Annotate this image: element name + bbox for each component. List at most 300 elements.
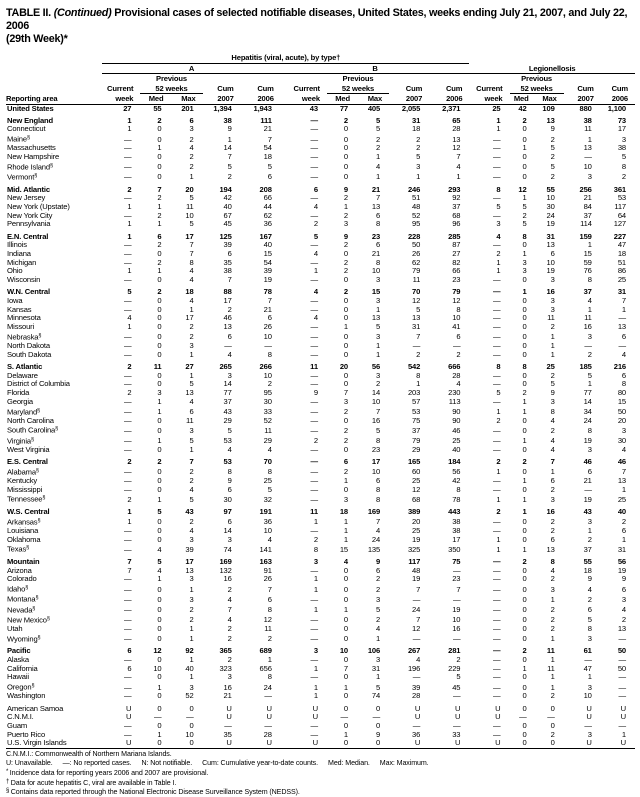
value-cell: 92 [452, 193, 461, 203]
value-cell: 14 [583, 396, 592, 406]
value-cell: 38 [223, 115, 232, 125]
value-cell: 2 [127, 184, 132, 194]
value-cell: 6 [621, 525, 626, 535]
value-cell: 0 [522, 240, 527, 250]
value-cell: 18 [583, 565, 592, 575]
value-cell: 5 [496, 202, 501, 212]
value-cell: 1 [550, 682, 555, 692]
reporting-area-cell: Mississippi [7, 484, 43, 494]
value-cell: 2 [550, 152, 555, 162]
previous-label-b: Previous [342, 74, 374, 83]
value-cell: 1 [587, 379, 592, 389]
value-cell: 25 [617, 494, 626, 504]
table-row [6, 739, 635, 748]
value-cell: 8 [376, 494, 381, 504]
value-cell: 10 [546, 257, 555, 267]
value-cell: 3 [343, 396, 348, 406]
reporting-area-cell: Illinois [7, 240, 27, 250]
value-cell: 23 [452, 275, 461, 285]
value-cell: 68 [452, 210, 461, 220]
value-cell: 8 [227, 467, 232, 477]
value-cell: U [495, 703, 501, 713]
value-cell: 0 [522, 162, 527, 172]
value-cell: 12 [153, 646, 162, 656]
value-cell: 0 [550, 721, 555, 730]
value-cell: 10 [263, 332, 272, 342]
title-week: (29th Week)* [6, 33, 68, 45]
value-cell: 285 [448, 231, 461, 241]
value-cell: 0 [157, 296, 162, 306]
value-cell: 0 [522, 623, 527, 633]
value-cell: 53 [412, 407, 421, 416]
table-row [6, 212, 635, 221]
value-cell: — [123, 370, 132, 380]
value-cell: 10 [371, 266, 381, 276]
value-cell: 87 [452, 240, 461, 250]
value-cell: — [493, 584, 501, 594]
reporting-area-cell: Alabama§ [7, 467, 39, 477]
value-cell: 4 [267, 444, 272, 454]
value-cell: 0 [522, 574, 527, 584]
value-cell: 293 [448, 184, 461, 194]
value-cell: 0 [522, 534, 527, 544]
value-cell: — [310, 444, 318, 454]
value-cell: 0 [343, 634, 348, 644]
value-cell: 5 [189, 494, 194, 504]
current-header-b: Current [293, 84, 320, 93]
value-cell: 3 [376, 594, 381, 604]
value-cell: 6 [157, 231, 162, 241]
value-cell: 6 [227, 332, 232, 342]
value-cell: — [493, 444, 501, 454]
value-cell: — [123, 396, 132, 406]
value-cell: 4 [550, 436, 555, 446]
table-row [6, 425, 635, 435]
table-row [6, 306, 635, 315]
value-cell: — [493, 436, 501, 446]
value-cell: — [310, 275, 318, 285]
value-cell: 0 [157, 672, 162, 682]
value-cell: 0 [343, 349, 348, 359]
value-cell: 169 [367, 507, 381, 517]
value-cell: 0 [343, 672, 348, 682]
value-cell: 43 [185, 507, 194, 517]
value-cell: 3 [550, 296, 555, 306]
value-cell: 111 [260, 115, 272, 125]
value-cell: 1 [522, 407, 527, 416]
value-cell: 265 [219, 361, 232, 371]
value-cell: 30 [546, 202, 555, 212]
value-cell: — [584, 152, 592, 162]
value-cell: 13 [371, 202, 381, 212]
value-cell: — [123, 475, 132, 485]
value-cell: 2 [376, 379, 381, 389]
value-cell: 0 [157, 370, 162, 380]
value-cell: 0 [522, 152, 527, 162]
value-cell: 0 [157, 634, 162, 644]
value-cell: 77 [223, 388, 232, 398]
value-cell: 50 [412, 240, 421, 250]
value-cell: — [123, 304, 132, 314]
value-cell: 12 [412, 296, 421, 306]
value-cell: 25 [617, 275, 626, 285]
value-cell: 78 [452, 494, 461, 504]
value-cell: 0 [522, 634, 527, 644]
footnote-hepc: † Data for acute hepatitis C, viral are available in Table I. [6, 778, 177, 787]
value-cell: 37 [583, 287, 592, 297]
value-cell: 0 [157, 275, 162, 285]
previous-label-l: Previous [521, 74, 553, 83]
med-header-b: Med [327, 94, 357, 105]
notifiable-diseases-table [6, 53, 635, 749]
table-row [6, 182, 635, 194]
value-cell: — [412, 594, 421, 604]
value-cell: 6 [227, 249, 232, 259]
value-cell: 5 [522, 202, 527, 212]
value-cell: 5 [587, 370, 592, 380]
table-row [6, 314, 635, 323]
value-cell: 6 [376, 210, 381, 220]
value-cell: 880 [579, 103, 592, 113]
reporting-area-cell: Kansas [7, 304, 32, 314]
value-cell: — [310, 457, 318, 467]
value-cell: 13 [223, 322, 232, 332]
value-cell: 8 [587, 623, 592, 633]
reporting-area-cell: Texas§ [7, 544, 30, 554]
value-cell: 5 [313, 231, 318, 241]
value-cell: 62 [263, 210, 272, 220]
value-cell: 67 [223, 210, 232, 220]
value-cell: — [123, 379, 132, 389]
value-cell: 3 [227, 672, 232, 682]
value-cell: — [123, 584, 132, 594]
value-cell: 60 [412, 467, 421, 477]
med-header-l: Med [510, 94, 536, 105]
value-cell: — [123, 193, 132, 203]
value-cell: 0 [522, 349, 527, 359]
header-spacer [469, 53, 635, 63]
value-cell: 33 [452, 729, 461, 739]
value-cell: 0 [157, 605, 162, 615]
value-cell: 1 [157, 407, 162, 416]
value-cell: — [123, 655, 132, 665]
value-cell: 9 [550, 124, 555, 134]
value-cell: 8 [376, 484, 381, 494]
value-cell: 0 [522, 134, 527, 144]
legend-item: N: Not notifiable. [141, 758, 193, 767]
value-cell: 6 [456, 332, 461, 342]
value-cell: 0 [157, 304, 162, 314]
value-cell: — [493, 623, 501, 633]
value-cell: 0 [343, 379, 348, 389]
value-cell: — [584, 341, 592, 351]
table-row [6, 692, 635, 701]
value-cell: 117 [614, 202, 626, 212]
table-row [6, 259, 635, 268]
reporting-area-cell: District of Columbia [7, 379, 70, 389]
value-cell: 19 [263, 275, 272, 285]
value-cell: — [123, 275, 132, 285]
value-cell: 28 [452, 370, 461, 380]
value-cell: 5 [496, 388, 501, 398]
value-cell: — [310, 594, 318, 604]
value-cell: 1 [343, 534, 348, 544]
value-cell: 389 [407, 507, 421, 517]
value-cell: 0 [189, 703, 194, 713]
value-cell: 0 [157, 721, 162, 730]
value-cell: — [123, 682, 132, 692]
value-cell: 3 [376, 296, 381, 306]
value-cell: 1 [522, 287, 527, 297]
value-cell: 2 [189, 475, 194, 485]
value-cell: 0 [157, 594, 162, 604]
value-cell: 74 [371, 691, 381, 701]
value-cell: 12 [263, 615, 272, 625]
reporting-area-cell: Arkansas§ [7, 517, 41, 527]
value-cell: 7 [267, 296, 272, 306]
value-cell: 13 [617, 475, 626, 485]
value-cell: 5 [550, 143, 555, 153]
value-cell: 256 [579, 184, 592, 194]
footnotes [6, 750, 635, 797]
y2006-header-b: 2006 [429, 94, 469, 105]
value-cell: 3 [587, 332, 592, 342]
value-cell: 52 [185, 691, 194, 701]
reporting-area-cell: E.S. Central [7, 457, 48, 467]
value-cell: 0 [343, 574, 348, 584]
value-cell: 19 [412, 574, 421, 584]
cum-header-b1: Cum [405, 84, 423, 93]
value-cell: 3 [587, 682, 592, 692]
value-cell: 40 [617, 507, 626, 517]
value-cell: 70 [412, 287, 421, 297]
value-cell: 42 [518, 103, 527, 113]
value-cell: 16 [546, 507, 555, 517]
y2007-header-a: 2007 [203, 94, 241, 105]
value-cell: 7 [621, 296, 626, 306]
value-cell: 11 [547, 663, 555, 673]
value-cell: 1 [313, 584, 318, 594]
weeks52-header-l: 52 weeks [510, 84, 564, 94]
reporting-area-header: Reporting area [6, 53, 102, 104]
value-cell: 40 [263, 240, 272, 250]
value-cell: 66 [263, 193, 272, 203]
value-cell: — [493, 691, 501, 701]
value-cell: 4 [313, 313, 318, 323]
value-cell: 1 [189, 304, 194, 314]
reporting-area-cell: Kentucky [7, 475, 38, 485]
reporting-area-cell: Michigan [7, 257, 37, 267]
value-cell: — [412, 721, 421, 730]
value-cell: 0 [157, 349, 162, 359]
value-cell: U [414, 703, 421, 713]
value-cell: 7 [127, 557, 132, 567]
value-cell: 0 [157, 525, 162, 535]
value-cell: 3 [550, 494, 555, 504]
value-cell: 1 [189, 584, 194, 594]
value-cell: 54 [263, 143, 272, 153]
value-cell: 5 [157, 557, 162, 567]
value-cell: 0 [343, 134, 348, 144]
value-cell: U [455, 738, 461, 748]
reporting-area-cell: Montana§ [7, 594, 39, 604]
value-cell: 0 [522, 425, 527, 435]
value-cell: 2 [189, 332, 194, 342]
value-cell: 1 [496, 124, 501, 134]
value-cell: 3 [189, 425, 194, 435]
value-cell: 25 [452, 436, 461, 446]
value-cell: 0 [343, 623, 348, 633]
value-cell: — [123, 534, 132, 544]
value-cell: 11 [584, 313, 592, 323]
value-cell: 45 [223, 219, 232, 229]
table-row [6, 125, 635, 134]
legionellosis-header: Legionellosis [469, 63, 635, 74]
value-cell: 45 [452, 682, 461, 692]
value-cell: 656 [259, 663, 272, 673]
value-cell: U [586, 712, 592, 722]
value-cell: 8 [456, 304, 461, 314]
value-cell: 2 [550, 322, 555, 332]
value-cell: 9 [313, 388, 318, 398]
value-cell: 30 [223, 494, 232, 504]
value-cell: 1 [496, 544, 501, 554]
table-row [6, 731, 635, 740]
value-cell: — [493, 134, 501, 144]
value-cell: — [123, 296, 132, 306]
value-cell: — [310, 172, 318, 182]
hepatitis-b-header: B [281, 63, 470, 74]
value-cell: 2 [550, 425, 555, 435]
value-cell: 9 [376, 729, 381, 739]
value-cell: — [493, 605, 501, 615]
value-cell: — [310, 210, 318, 220]
value-cell: 4 [587, 584, 592, 594]
value-cell: 1 [496, 467, 501, 477]
value-cell: 0 [157, 534, 162, 544]
value-cell: 79 [412, 436, 421, 446]
value-cell: U [266, 738, 272, 748]
value-cell: 0 [522, 525, 527, 535]
value-cell: 2 [189, 134, 194, 144]
value-cell: — [310, 396, 318, 406]
value-cell: 2,055 [401, 103, 421, 113]
value-cell: 0 [522, 467, 527, 477]
value-cell: 90 [452, 415, 461, 425]
value-cell: 0 [550, 703, 555, 713]
value-cell: 2 [376, 134, 381, 144]
value-cell: 19 [583, 436, 592, 446]
value-cell: 0 [522, 738, 527, 748]
value-cell: 0 [522, 341, 527, 351]
value-cell: 0 [157, 425, 162, 435]
value-cell: 36 [263, 219, 272, 229]
value-cell: 1 [522, 143, 527, 153]
value-cell: U [226, 738, 232, 748]
value-cell: 2 [157, 287, 162, 297]
value-cell: 6 [267, 172, 272, 182]
value-cell: 185 [579, 361, 592, 371]
table-row [6, 436, 635, 446]
value-cell: 75 [412, 415, 421, 425]
value-cell: — [310, 349, 318, 359]
value-cell: 19 [546, 266, 555, 276]
value-cell: — [493, 304, 501, 314]
value-cell: 4 [550, 444, 555, 454]
value-cell: — [123, 634, 132, 644]
value-cell: 0 [522, 275, 527, 285]
value-cell: 27 [123, 103, 132, 113]
value-cell: 39 [412, 682, 421, 692]
value-cell: U [312, 712, 318, 722]
value-cell: 0 [522, 615, 527, 625]
value-cell: 43 [223, 407, 232, 416]
value-cell: 3 [189, 534, 194, 544]
value-cell: 0 [157, 444, 162, 454]
table-row [6, 673, 635, 682]
table-row [6, 486, 635, 495]
value-cell: 13 [546, 544, 555, 554]
value-cell: 13 [185, 565, 194, 575]
value-cell: — [493, 210, 501, 220]
value-cell: 5 [189, 379, 194, 389]
value-cell: 2 [621, 172, 626, 182]
value-cell: 56 [617, 557, 626, 567]
value-cell: 5 [456, 672, 461, 682]
value-cell: — [493, 615, 501, 625]
value-cell: 8 [550, 557, 555, 567]
value-cell: 1 [496, 115, 501, 125]
legend-item: —: No reported cases. [62, 758, 132, 767]
value-cell: — [452, 341, 461, 351]
value-cell: 6 [587, 467, 592, 477]
value-cell: 0 [343, 655, 348, 665]
value-cell: 7 [376, 517, 381, 527]
value-cell: 5 [621, 152, 626, 162]
value-cell: 2 [456, 349, 461, 359]
value-cell: 1 [522, 436, 527, 446]
value-cell: — [452, 594, 461, 604]
value-cell: 1 [587, 525, 592, 535]
value-cell: 25 [492, 103, 501, 113]
value-cell: 1 [157, 396, 162, 406]
value-cell: 1,100 [607, 103, 626, 113]
value-cell: — [493, 296, 501, 306]
value-cell: 2 [267, 634, 272, 644]
value-cell: 2 [343, 266, 348, 276]
value-cell: 91 [263, 565, 272, 575]
value-cell: 8 [587, 275, 592, 285]
value-cell: 10 [371, 467, 381, 477]
cum-header-l2: Cum [611, 84, 628, 93]
value-cell: 15 [371, 287, 381, 297]
header-row-disease-group [6, 53, 635, 63]
value-cell: 0 [157, 691, 162, 701]
value-cell: 7 [189, 249, 194, 259]
table-row [6, 172, 635, 182]
value-cell: 21 [263, 124, 272, 134]
value-cell: 52 [263, 415, 272, 425]
value-cell: 4 [313, 287, 318, 297]
value-cell: — [493, 517, 501, 527]
value-cell: 18 [412, 124, 421, 134]
value-cell: 6 [621, 332, 626, 342]
value-cell: 0 [522, 584, 527, 594]
table-row [6, 615, 635, 625]
value-cell: 4 [621, 605, 626, 615]
value-cell: 17 [617, 124, 626, 134]
value-cell: 3 [189, 594, 194, 604]
